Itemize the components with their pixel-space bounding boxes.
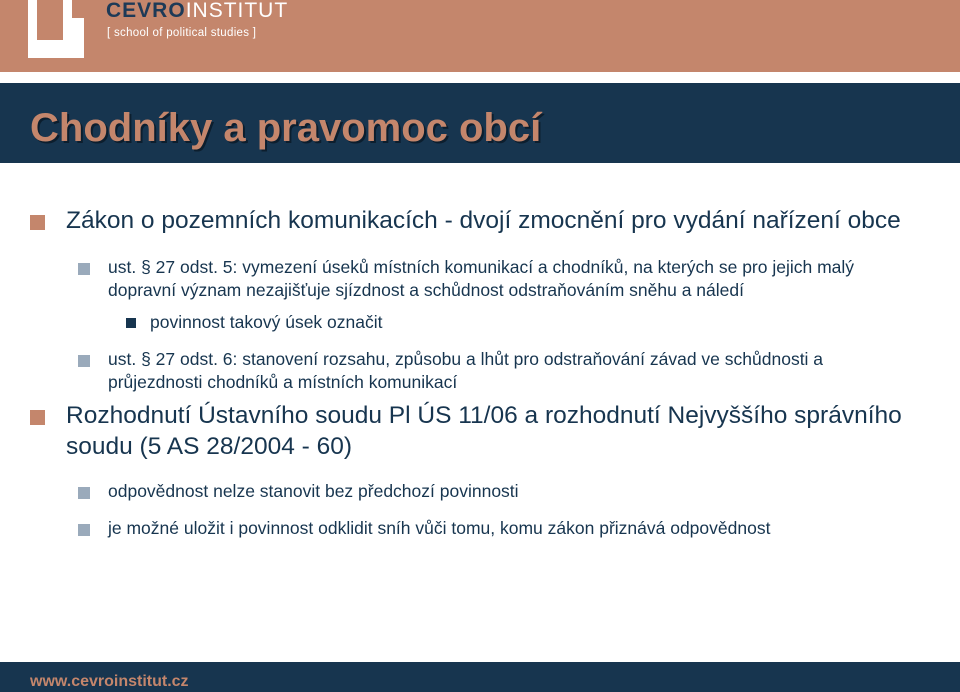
bullet-text: Rozhodnutí Ústavního soudu Pl ÚS 11/06 a rozhodnutí Nejvyššího správního soudu (5 AS 28/2004 - 60) [66, 402, 902, 460]
square-bullet-icon [78, 524, 90, 536]
header-band [0, 0, 960, 72]
bullet-level3 [150, 311, 910, 334]
bullet-text: ust. § 27 odst. 6: stanovení rozsahu, způsobu a lhůt pro odstraňování závad ve schůdnosti a průjezdnosti chodníků a místních komunikací [108, 349, 824, 392]
bullet-level1 [66, 205, 926, 236]
page-title: Chodníky a pravomoc obcí [30, 106, 542, 150]
square-bullet-icon [126, 318, 136, 328]
bullet-level2 [108, 480, 918, 503]
bullet-text: je možné uložit i povinnost odklidit sníh vůči tomu, komu zákon přiznává odpovědnost [108, 518, 771, 538]
bullet-text: Zákon o pozemních komunikacích - dvojí zmocnění pro vydání nařízení obce [66, 207, 901, 234]
logo-name [106, 0, 288, 23]
logo-name-rest: INSTITUT [185, 0, 289, 22]
square-bullet-icon [78, 487, 90, 499]
square-bullet-icon [78, 355, 90, 367]
bullet-text: povinnost takový úsek označit [150, 312, 383, 332]
square-bullet-icon [30, 410, 45, 425]
footer-url[interactable]: www.cevroinstitut.cz [30, 673, 189, 690]
square-bullet-icon [78, 263, 90, 275]
bullet-level2 [108, 256, 918, 302]
logo-name-bold: CEVRO [106, 0, 186, 22]
square-bullet-icon [30, 215, 45, 230]
logo-subtitle: [ school of political studies ] [107, 27, 257, 39]
slide-content [0, 205, 960, 540]
bullet-level2 [108, 348, 918, 394]
bullet-text: ust. § 27 odst. 5: vymezení úseků místních komunikací a chodníků, na kterých se pro jejich malý dopravní význam nezajišťuje sjízdnost a schůdnost odstraňováním sněhu a náledí [108, 257, 855, 300]
bullet-level2 [108, 517, 918, 540]
cevro-logo-icon [28, 0, 84, 58]
bullet-text: odpovědnost nelze stanovit bez předchozí povinnosti [108, 481, 519, 501]
bullet-level1 [66, 400, 926, 462]
